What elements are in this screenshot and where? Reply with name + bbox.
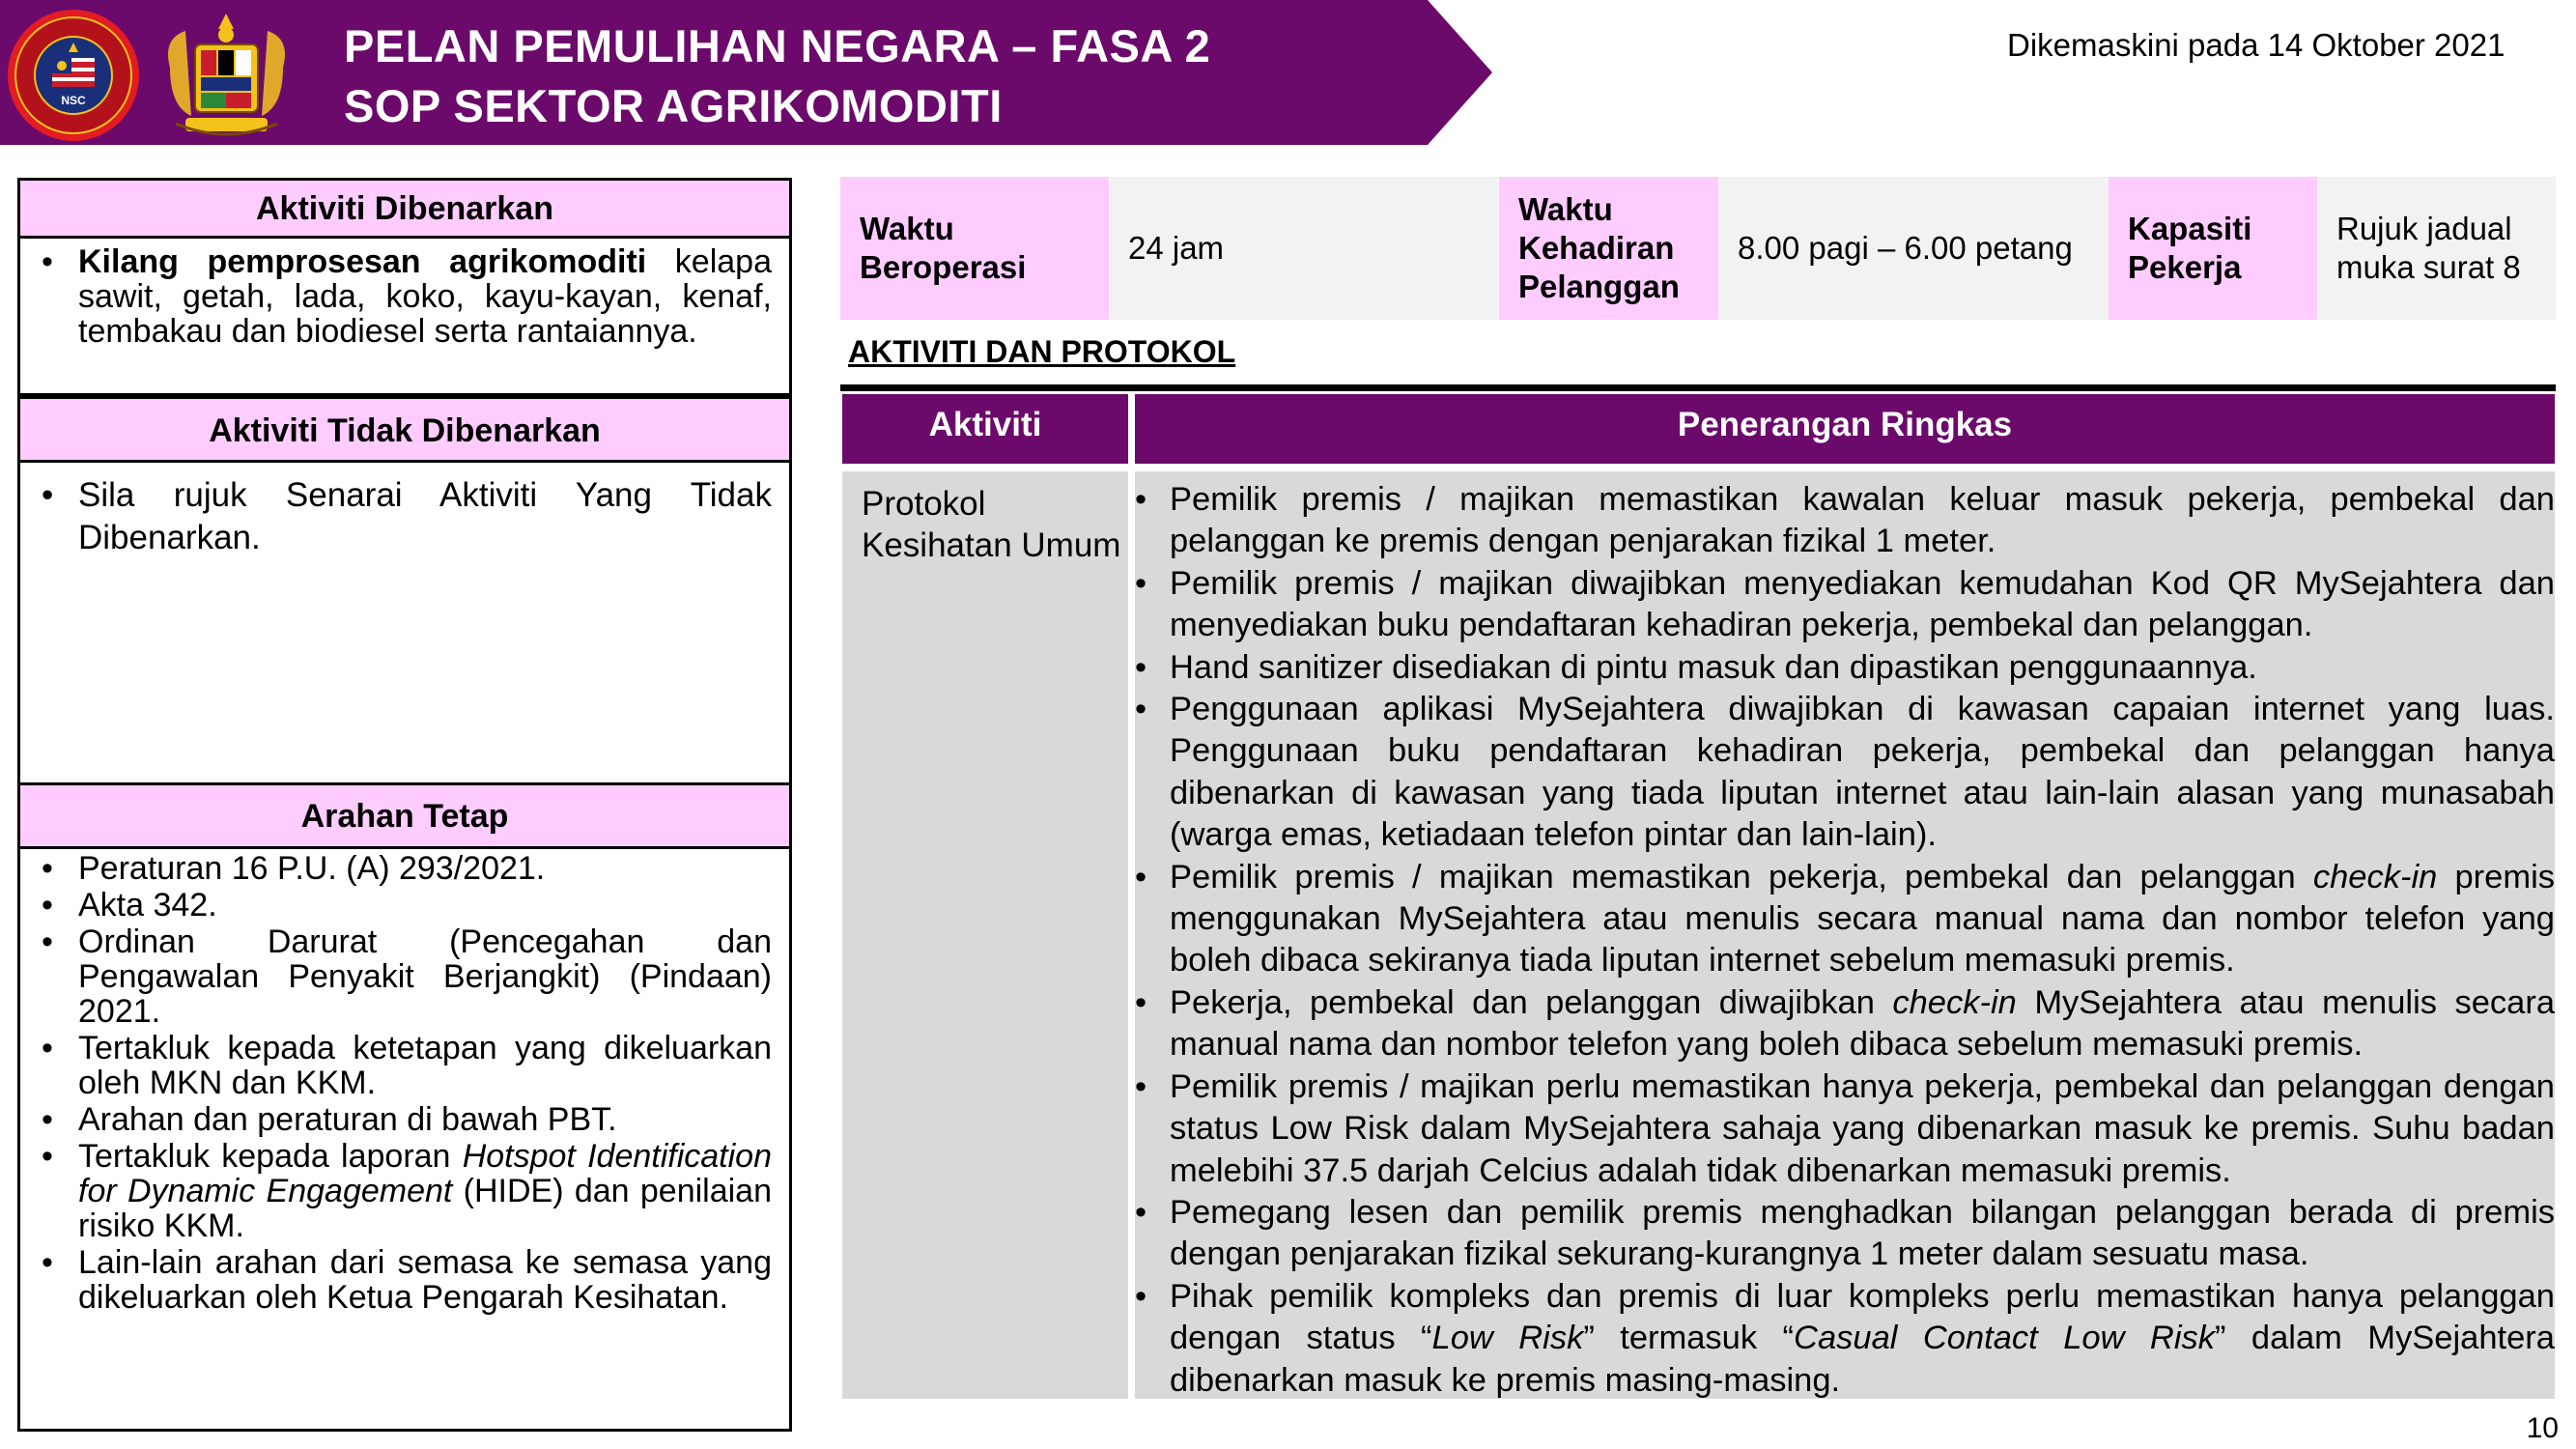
section-divider: [840, 384, 2556, 391]
italic-span: Casual Contact Low Risk: [1794, 1320, 2215, 1357]
worker-capacity-value: Rujuk jadual muka surat 8: [2317, 177, 2556, 320]
italic-span: Hotspot Identification for Dynamic Engagement: [78, 1138, 773, 1209]
activity-cell: Protokol Kesihatan Umum: [842, 471, 1128, 1399]
prohibited-activities-heading: Aktiviti Tidak Dibenarkan: [20, 396, 789, 463]
list-item: • Arahan dan peraturan di bawah PBT.: [38, 1102, 772, 1137]
description-cell: [1135, 471, 2555, 1399]
italic-span: check-in: [2312, 858, 2438, 895]
standing-orders-body: [20, 849, 789, 1315]
list-item: [38, 244, 772, 349]
allowed-activities-body: [20, 239, 789, 349]
text-span: Pemilik premis / majikan memastikan pekerja, pembekal dan pelanggan: [1170, 858, 2313, 895]
allowed-item-bold: Kilang pemprosesan agrikomoditi: [78, 243, 647, 280]
text-span: premis menggunakan MySejahtera atau menulis secara manual nama dan nombor telefon yang boleh dibaca sekiranya tiada liputan internet sebelum memasuki premis.: [1170, 858, 2555, 980]
list-item: • Sila rujuk Senarai Aktiviti Yang Tidak Dibenarkan.: [38, 474, 772, 559]
operating-info-strip: [840, 177, 2556, 320]
list-item: • Lain-lain arahan dari semasa ke semasa yang dikeluarkan oleh Ketua Pengarah Kesihatan.: [38, 1245, 772, 1315]
updated-date: Dikemaskini pada 14 Oktober 2021: [2007, 27, 2505, 63]
table-header-activity: Aktiviti: [842, 394, 1128, 464]
italic-span: check-in: [1892, 983, 2017, 1021]
text-span: Pihak pemilik kompleks dan premis di luar kompleks perlu memastikan hanya pelanggan dengan status “: [1170, 1277, 2555, 1357]
standing-orders-panel: [17, 782, 792, 1432]
list-item: • Tertakluk kepada ketetapan yang dikeluarkan oleh MKN dan KKM.: [38, 1031, 772, 1100]
text-span: Pekerja, pembekal dan pelanggan diwajibkan: [1170, 983, 1893, 1021]
worker-capacity-label: Kapasiti Pekerja: [2109, 177, 2317, 320]
customer-hours-value: 8.00 pagi – 6.00 petang: [1718, 177, 2109, 320]
text-span: (HIDE) dan penilaian risiko KKM.: [78, 1173, 772, 1244]
list-item: [1135, 857, 2555, 982]
section-title: AKTIVITI DAN PROTOKOL: [848, 334, 1236, 369]
council-seal-logo: [6, 8, 141, 143]
text-span: MySejahtera atau menulis secara manual nama dan nombor telefon yang boleh dibaca sebelum memasuki premis.: [1170, 983, 2556, 1064]
prohibited-activities-body: [20, 463, 789, 559]
list-item: [1135, 982, 2555, 1066]
list-item: • Ordinan Darurat (Pencegahan dan Pengawalan Penyakit Berjangkit) (Pindaan) 2021.: [38, 924, 772, 1029]
list-item: [1135, 1276, 2555, 1402]
page-title: PELAN PEMULIHAN NEGARA – FASA 2: [344, 20, 1211, 71]
page-number: 10: [2526, 1412, 2559, 1444]
allowed-activities-heading: Aktiviti Dibenarkan: [20, 181, 789, 239]
allowed-activities-panel: [17, 178, 792, 396]
table-header-description: Penerangan Ringkas: [1135, 394, 2555, 464]
prohibited-activities-panel: [17, 396, 792, 785]
list-item: • Peraturan 16 P.U. (A) 293/2021.: [38, 851, 772, 886]
customer-hours-label: Waktu Kehadiran Pelanggan: [1499, 177, 1718, 320]
coat-of-arms-logo: [156, 10, 297, 140]
italic-span: Low Risk: [1431, 1320, 1584, 1357]
list-item: • Pemilik premis / majikan memastikan kawalan keluar masuk pekerja, pembekal dan pelanggan ke premis dengan penjarakan fizikal 1 meter.: [1135, 479, 2555, 563]
text-span: ” termasuk “: [1583, 1320, 1795, 1357]
list-item: • Pemilik premis / majikan diwajibkan menyediakan kemudahan Kod QR MySejahtera dan menyediakan buku pendaftaran kehadiran pekerja, pembekal dan pelanggan.: [1135, 563, 2555, 647]
list-item: • Penggunaan aplikasi MySejahtera diwajibkan di kawasan capaian internet yang luas. Penggunaan buku pendaftaran kehadiran pekerja, pembekal dan pelanggan hanya dibenarkan di kawasan yang tiada liputan internet atau lain-lain alasan yang munasabah (warga emas, ketiadaan telefon pintar dan lain-lain).: [1135, 689, 2555, 857]
list-item: • Pemilik premis / majikan perlu memastikan hanya pekerja, pembekal dan pelanggan dengan status Low Risk dalam MySejahtera sahaja yang dibenarkan masuk ke premis. Suhu badan melebihi 37.5 darjah Celcius adalah tidak dibenarkan memasuki premis.: [1135, 1066, 2555, 1192]
list-item: [38, 1139, 772, 1243]
page-subtitle: SOP SEKTOR AGRIKOMODITI: [344, 80, 1003, 131]
standing-orders-heading: Arahan Tetap: [20, 785, 789, 849]
operating-hours-label: Waktu Beroperasi: [840, 177, 1109, 320]
allowed-item-text: kelapa sawit, getah, lada, koko, kayu-kayan, kenaf, tembakau dan biodiesel serta rantaiannya.: [78, 243, 772, 350]
list-item: • Akta 342.: [38, 888, 772, 923]
text-span: ” dalam MySejahtera dibenarkan masuk ke premis masing-masing.: [1170, 1320, 2555, 1399]
text-span: Tertakluk kepada laporan: [78, 1138, 463, 1175]
list-item: • Pemegang lesen dan pemilik premis menghadkan bilangan pelanggan berada di premis dengan penjarakan fizikal sekurang-kurangnya 1 meter dalam sesuatu masa.: [1135, 1192, 2555, 1276]
list-item: • Hand sanitizer disediakan di pintu masuk dan dipastikan penggunaannya.: [1135, 647, 2555, 689]
operating-hours-value: 24 jam: [1109, 177, 1499, 320]
svg-text:NSC: NSC: [61, 94, 86, 107]
